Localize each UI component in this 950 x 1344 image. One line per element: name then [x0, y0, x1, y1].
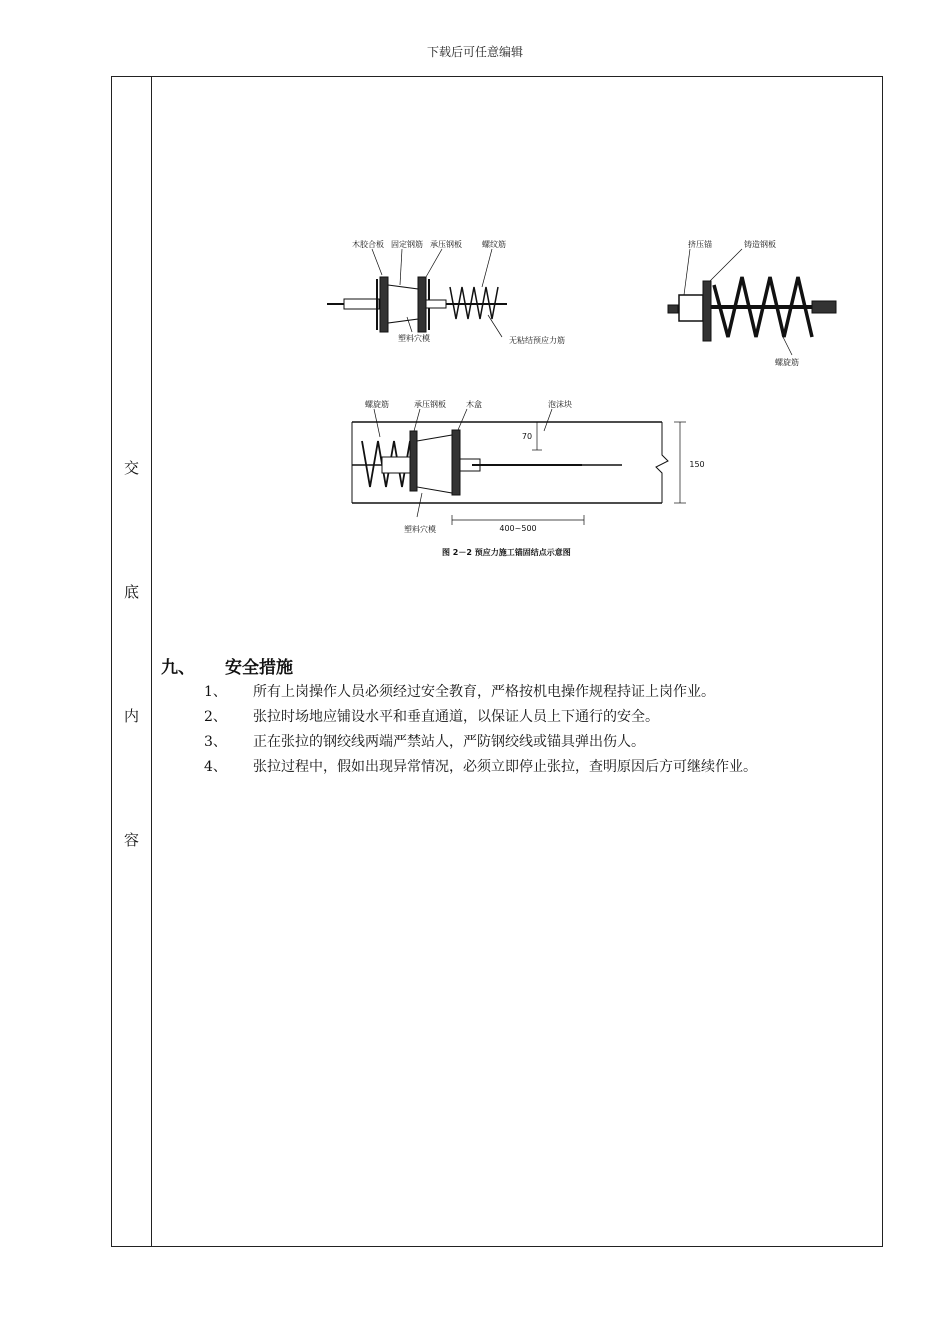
section-heading [161, 653, 293, 678]
list-item-number: 4、 [204, 759, 227, 775]
list-item-text: 正在张拉的钢绞线两端严禁站人，严防钢绞线或锚具弹出伤人。 [253, 734, 645, 750]
anchorage-section-diagram [322, 375, 742, 575]
section-number: 九、 [161, 658, 195, 678]
label-dim-150: 150 [689, 460, 705, 469]
list-item-text: 所有上岗操作人员必须经过安全教育，严格按机电操作规程持证上岗作业。 [253, 684, 715, 700]
label-threaded-bar: 螺纹筋 [482, 240, 506, 249]
side-label-column [112, 77, 152, 1246]
label-wood-box: 木盒 [466, 400, 482, 409]
header-note: 下载后可任意编辑 [426, 45, 523, 59]
list-item-number: 2、 [204, 709, 227, 725]
list-item-text: 张拉时场地应铺设水平和垂直通道，以保证人员上下通行的安全。 [253, 709, 659, 725]
label-wood-plywood: 木胶合板 [352, 240, 384, 249]
list-item [204, 756, 757, 776]
label-cast-plate: 铸造钢板 [744, 240, 776, 249]
label-unbonded-tendon: 无粘结预应力筋 [509, 336, 565, 345]
list-item-text: 张拉过程中，假如出现异常情况，必须立即停止张拉，查明原因后方可继续作业。 [253, 759, 757, 775]
side-label-char-1: 交 [123, 459, 139, 477]
list-item [204, 706, 659, 726]
label-plastic-mold-top: 塑料穴模 [398, 334, 430, 343]
label-fixed-rebar: 固定钢筋 [391, 240, 423, 249]
diagram-top-left [327, 249, 507, 337]
list-item-number: 1、 [204, 684, 227, 700]
label-bearing-plate-top: 承压钢板 [430, 240, 462, 249]
list-item-number: 3、 [204, 734, 227, 750]
side-label-char-2: 底 [123, 583, 139, 601]
label-dim-span: 400~500 [499, 524, 537, 533]
list-item [204, 681, 715, 701]
section-title: 安全措施 [225, 658, 293, 678]
side-label-char-4: 容 [123, 831, 139, 849]
diagram-top-right [668, 249, 836, 355]
list-item [204, 731, 645, 751]
label-foam-block: 泡沫块 [548, 400, 572, 409]
label-extrusion-anchor: 挤压锚 [688, 240, 712, 249]
label-plastic-mold-bottom: 塑料穴模 [404, 525, 436, 534]
figure-caption: 图 2－2 预应力施工锚固结点示意图 [442, 548, 571, 557]
label-spiral-bar-top: 螺旋筋 [775, 358, 799, 367]
disclosure-table [111, 76, 883, 1247]
label-bearing-plate-bottom: 承压钢板 [414, 400, 446, 409]
side-label-char-3: 内 [123, 707, 139, 725]
label-dim-70: 70 [521, 432, 533, 441]
label-spiral-bar-bottom: 螺旋筋 [365, 400, 389, 409]
